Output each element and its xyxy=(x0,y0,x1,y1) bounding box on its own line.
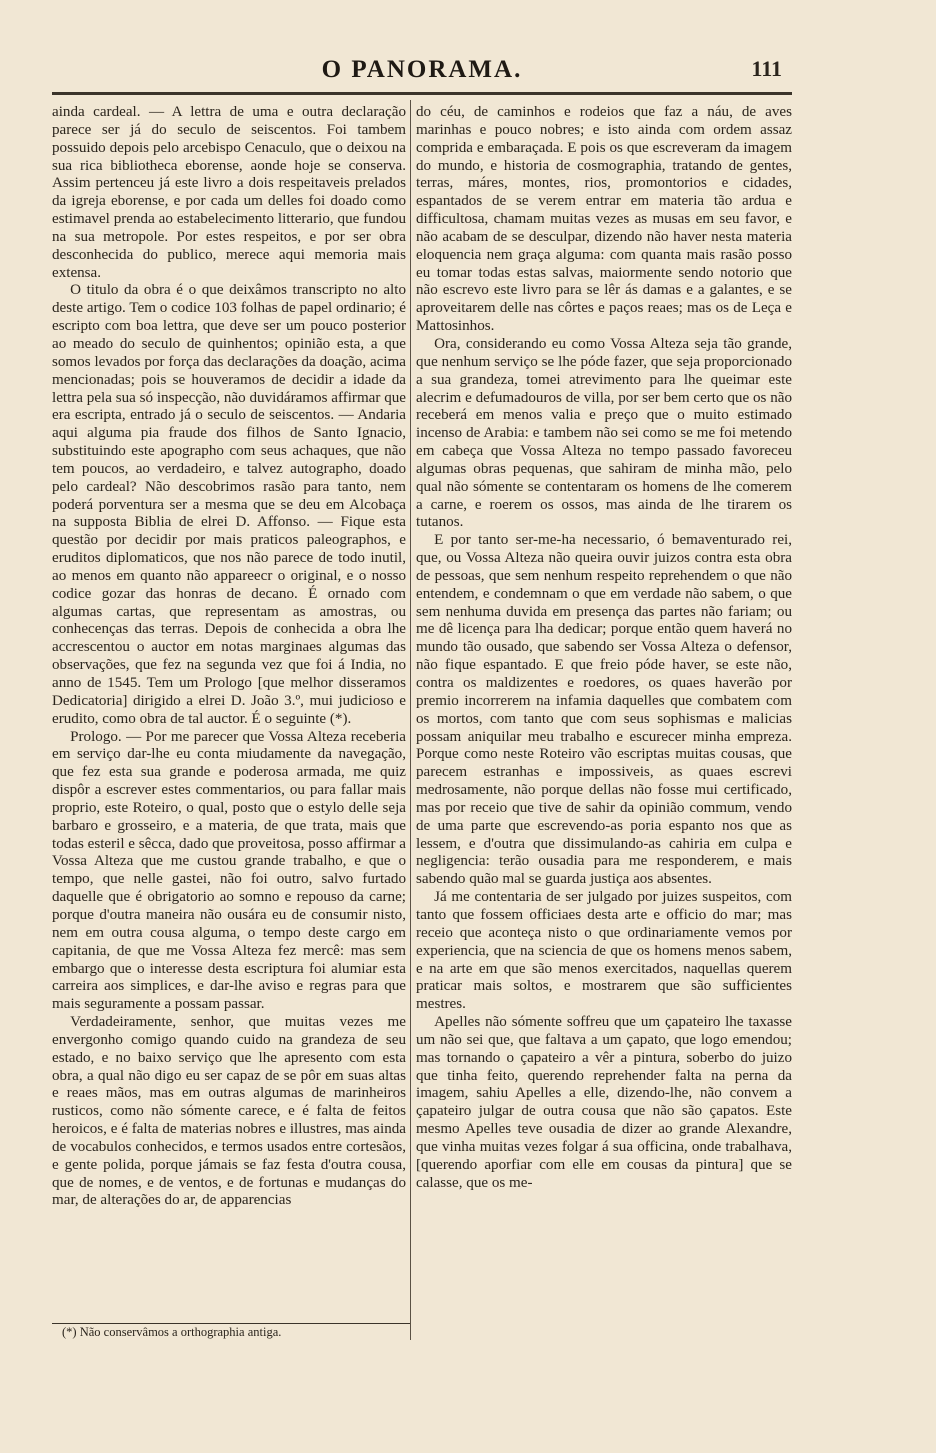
header-rule xyxy=(52,92,792,95)
masthead-title: O PANORAMA. xyxy=(321,56,523,83)
paragraph: ainda cardeal. — A lettra de uma e outra declaração parece ser já do seculo de seiscentos. Foi tambem possuido depois pelo arcebispo Cenaculo, que o deixou na sua rica bibliotheca eborense, aonde hoje se conserva. Assim pertenceu já este livro a dois respeitaveis prelados da igreja eborense, e por cada um delles foi doado como estimavel prenda ao estabelecimento litterario, que fundou na sua metropole. Por estes respeitos, e por ser obra desconhecida do publico, merece aqui memoria mais extensa. xyxy=(52,104,406,281)
column-divider xyxy=(410,100,411,1340)
paragraph: Já me contentaria de ser julgado por juizes suspeitos, com tanto que fossem officiaes desta arte e officio do mar; mas receio que aconteça nisto o que ordinariamente vemos por experiencia, que na sciencia de que os homens menos sabem, e na arte em que são menos exercitados, naquellas querem praticar mais soltos, e mostrarem que são sufficientes mestres. xyxy=(416,889,792,1013)
paragraph: Apelles não sómente soffreu que um çapateiro lhe taxasse um não sei que, que faltava a um çapato, que logo emendou; mas tornando o çapateiro a vêr a pintura, soberbo do juizo que tinha feito, querendo reprehender falta na perna da imagem, sahiu Apelles a elle, dizendo-lhe, não convem a çapateiro julgar de outra cousa que não são çapatos. Este mesmo Apelles teve ousadia de dizer ao grande Alexandre, que vinha muitas vezes folgar á sua officina, onde trabalhava, [querendo aporfiar com elle em cousas da pintura] que se calasse, que os me- xyxy=(416,1014,792,1191)
right-column xyxy=(416,104,792,1192)
paragraph: Verdadeiramente, senhor, que muitas vezes me envergonho comigo quando cuido na grandeza de seu estado, e no baixo serviço que lhe apresento com esta obra, a qual não digo eu ser capaz de se pôr em suas altas e reaes mãos, mas em outras algumas de marinheiros rusticos, como não sómente carece, e é falta de feitos heroicos, e é falta de materias nobres e illustres, mas ainda de vocabulos conhecidos, e termos usados entre cortesãos, e gente polida, porque jámais se faz festa d'outra cousa, que de nomes, e de ventos, e de fortunas e mudanças do mar, de alterações do ar, de apparencias xyxy=(52,1014,406,1209)
page-number: 111 xyxy=(751,56,782,81)
paragraph: do céu, de caminhos e rodeios que faz a náu, de aves marinhas e pouco nobres; e isto ainda com ordem assaz comprida e embaraçada. E pois os que escreveram da imagem do mundo, e historia de cosmographia, tratando de gentes, terras, máres, montes, rios, promontorios e cidades, espantados de se verem entrar em materia tão ardua e difficultosa, chamam muitas vezes as musas em seu favor, e não acabam de se desculpar, dizendo não haver nesta materia eloquencia nem graça alguma: com quanta mais rasão posso eu tomar todas estas salvas, maiormente sendo notorio que não escrevo este livro para se lêr ás damas e a galantes, e se aproveitarem delle nas côrtes e paços reaes; mas os de Leça e Mattosinhos. xyxy=(416,104,792,335)
left-column xyxy=(52,104,406,1210)
paragraph: E por tanto ser-me-ha necessario, ó bemaventurado rei, que, ou Vossa Alteza não queira ouvir juizos contra esta obra de pessoas, que sem nenhum respeito reprehendem o que não entendem, e condemnam o que em verdade não sabem, o que sem nenhuma duvida em presença das partes não fariam; ou me dê licença para lha dedicar; porque então quem haverá no mundo tão ousado, que sabendo ser Vossa Alteza o defensor, não fique espantado. E que freio póde haver, se este não, contra os maldizentes e roedores, os quaes haverão por premio incorrerem na infamia daquelles que combatem com os mortos, com tanto que com seus sophismas e malicias possam aniquilar meu trabalho e escurecer minha empreza. Porque como neste Roteiro vão escriptas muitas cousas, que parecem estranhas e impossiveis, as quaes escrevi medrosamente, não porque dellas não fosse mui certificado, mas por receio que tive de sahir da opinião commum, vendo de uma parte que escrevendo-as poria espanto nos que as lessem, e d'outra que dissimulando-as cahiria em culpa e negligencia: terão ousadia para me responderem, e mais sabendo quão mal se guarda justiça aos absentes. xyxy=(416,532,792,888)
paragraph: O titulo da obra é o que deixâmos transcripto no alto deste artigo. Tem o codice 103 folhas de papel ordinario; é escripto com boa lettra, que deve ser um pouco posterior ao meado do seculo de quinhentos; opinião esta, a que somos levados por força das declarações da doação, acima mencionadas; pois se houveramos de decidir a idade da lettra pela sua só inspecção, não duvidáramos affirmar que era escripta, entrado já o seculo de seiscentos. — Andaria aqui alguma pia fraude dos filhos de Santo Ignacio, substituindo este apographo com seus achaques, que não tem poucos, ao verdadeiro, e talvez autographo, doado pelo cardeal? Não descobrimos rasão para tanto, nem poderá porventura ser a mesma que se deu em Alcobaça na supposta Biblia de elrei D. Affonso. — Fique esta questão por decidir por mais praticos paleographos, e eruditos diplomaticos, que nos não parece de todo inutil, ao menos em quanto não appareecr o original, e o nosso codice gozar das honras de decano. É ornado com algumas cartas, que representam as amostras, ou conhecenças das terras. Depois de conhecida a obra lhe accrescentou o auctor em notas marginaes algumas das observações, que fez na segunda vez que foi á India, no anno de 1545. Tem um Prologo [que melhor disseramos Dedicatoria] dirigido a elrei D. João 3.º, mui judicioso e erudito, como obra de tal auctor. É o seguinte (*). xyxy=(52,282,406,727)
footnote-rule xyxy=(52,1323,410,1324)
paragraph: Prologo. — Por me parecer que Vossa Alteza receberia em serviço dar-lhe eu conta miudamente da navegação, que fez esta sua grande e poderosa armada, me quiz dispôr a escrever estes commentarios, ou para fallar mais proprio, este Roteiro, o qual, posto que o estylo delle seja barbaro e grosseiro, e a materia, de que trata, mais que todas esteril e sêcca, dado que proveitosa, posso affirmar a Vossa Alteza que me custou grande trabalho, e que o tempo, que nelle gastei, não foi outro, salvo furtado daquelle que é obrigatorio ao somno e repouso da carne; porque d'outra maneira não ousára eu de consumir nisto, nem em outra cousa alguma, o tempo deste cargo em capitania, de que me Vossa Alteza fez mercê: mas sem embargo que o interesse desta escriptura foi alumiar esta carreira aos simplices, e dar-lhe aviso e regras para que mais seguramente a possam passar. xyxy=(52,728,406,1013)
page-header xyxy=(52,54,792,88)
paragraph: Ora, considerando eu como Vossa Alteza seja tão grande, que nenhum serviço se lhe póde fazer, que seja proporcionado a sua grandeza, tomei atrevimento para lhe queimar este alecrim e defumadouros de villa, por ser bem certo que os não receberá em menos valia e preço que o muito estimado incenso de Arabia: e tambem não sei como se me foi metendo em cabeça que Vossa Alteza no tempo passado favoreceu algumas obras pequenas, que sahiram de minha mão, pelo qual não sómente se contentaram os homens de lhe comerem a carne, e roerem os ossos, mas ainda de lhe tirarem os tutanos. xyxy=(416,335,792,531)
footnote: (*) Não conservâmos a orthographia antiga. xyxy=(62,1325,282,1339)
